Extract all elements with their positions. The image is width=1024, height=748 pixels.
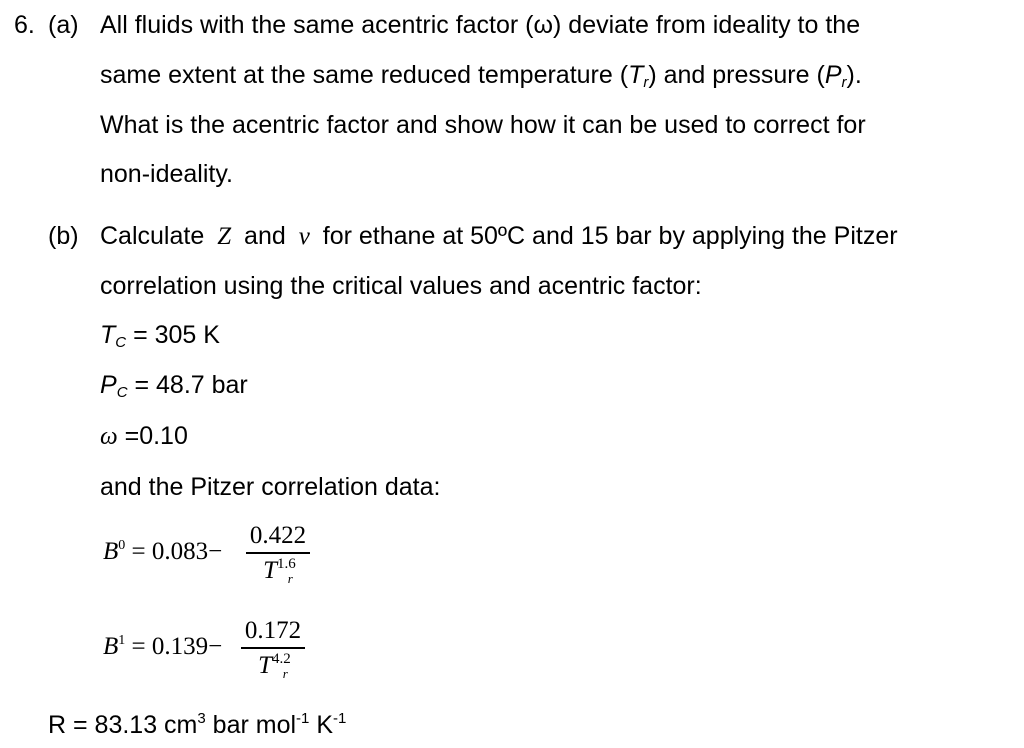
b1-equation: [103, 617, 323, 693]
part-a-line-2: [100, 60, 862, 98]
part-a-line-2-post: ).: [846, 61, 862, 89]
question-number: 6.: [14, 11, 35, 39]
b1-fraction: [241, 617, 305, 682]
b1-den-T: T: [258, 651, 273, 679]
b1-lhs: [103, 633, 222, 661]
pitzer-intro: and the Pitzer correlation data:: [100, 473, 441, 501]
reduced-temperature-subscript: r: [643, 74, 649, 91]
gas-constant-mid: bar mol: [205, 711, 297, 739]
part-b-label: (b): [48, 222, 79, 250]
part-a-line-2-mid: ) and pressure (: [648, 61, 825, 89]
part-b-line-1: [100, 221, 898, 252]
part-a-line-1: All fluids with the same acentric factor (ω) deviate from ideality to the: [100, 11, 861, 39]
part-a-label: (a): [48, 11, 79, 39]
part-a-line-2-pre: same extent at the same reduced temperature (: [100, 61, 629, 89]
b0-constant: = 0.083−: [125, 538, 223, 565]
b0-lhs: [103, 538, 222, 566]
critical-pressure: [100, 370, 248, 408]
cm-exponent: 3: [197, 710, 206, 727]
b0-numerator: 0.422: [249, 522, 307, 549]
b0-den-T: T: [263, 556, 278, 584]
critical-temperature: [100, 320, 220, 358]
part-a-line-4: non-ideality.: [100, 160, 233, 188]
b1-fraction-bar: [241, 647, 305, 649]
reduced-pressure-subscript: r: [841, 74, 847, 91]
b0-fraction-bar: [246, 552, 310, 554]
b1-numerator: 0.172: [244, 617, 302, 644]
gas-constant-K: K: [309, 711, 334, 739]
part-a-line-3: What is the acentric factor and show how it can be used to correct for: [100, 111, 866, 139]
reduced-temperature-symbol: T: [628, 61, 644, 89]
b0-symbol: B: [103, 538, 119, 565]
gas-constant-pre: R = 83.13 cm: [48, 711, 198, 739]
part-b-and: and: [244, 222, 286, 250]
part-b-line-1-pre: Calculate: [100, 222, 205, 250]
b1-den-exponent: 4.2: [272, 650, 291, 667]
critical-pressure-symbol: P: [100, 371, 117, 399]
gas-constant: [48, 704, 346, 740]
critical-temperature-subscript: C: [115, 334, 127, 351]
omega-symbol: ω: [100, 423, 118, 450]
critical-temperature-symbol: T: [100, 321, 116, 349]
part-b-line-1-post: for ethane at 50ºC and 15 bar by applying the Pitzer: [322, 222, 898, 250]
b0-den-exponent: 1.6: [277, 555, 296, 572]
b1-denominator: [241, 651, 305, 682]
b0-den-subscript: r: [287, 570, 293, 586]
mol-exponent: -1: [296, 710, 310, 727]
compressibility-symbol: Z: [217, 223, 232, 250]
b1-symbol: B: [103, 633, 119, 660]
b0-superscript: 0: [118, 538, 126, 553]
b1-superscript: 1: [118, 633, 126, 648]
b1-constant: = 0.139−: [125, 633, 223, 660]
reduced-pressure-symbol: P: [824, 61, 842, 89]
b0-fraction: [246, 522, 310, 587]
K-exponent: -1: [333, 710, 347, 727]
part-b-line-2: correlation using the critical values and acentric factor:: [100, 272, 702, 300]
acentric-factor-value: =0.10: [117, 422, 188, 450]
b0-equation: [103, 522, 323, 598]
critical-pressure-value: = 48.7 bar: [127, 371, 248, 399]
b1-den-subscript: r: [282, 665, 288, 681]
acentric-factor: [100, 421, 188, 452]
critical-pressure-subscript: C: [116, 384, 128, 401]
b0-denominator: [246, 556, 310, 587]
critical-temperature-value: = 305 K: [126, 321, 220, 349]
molar-volume-symbol: v: [298, 223, 310, 250]
